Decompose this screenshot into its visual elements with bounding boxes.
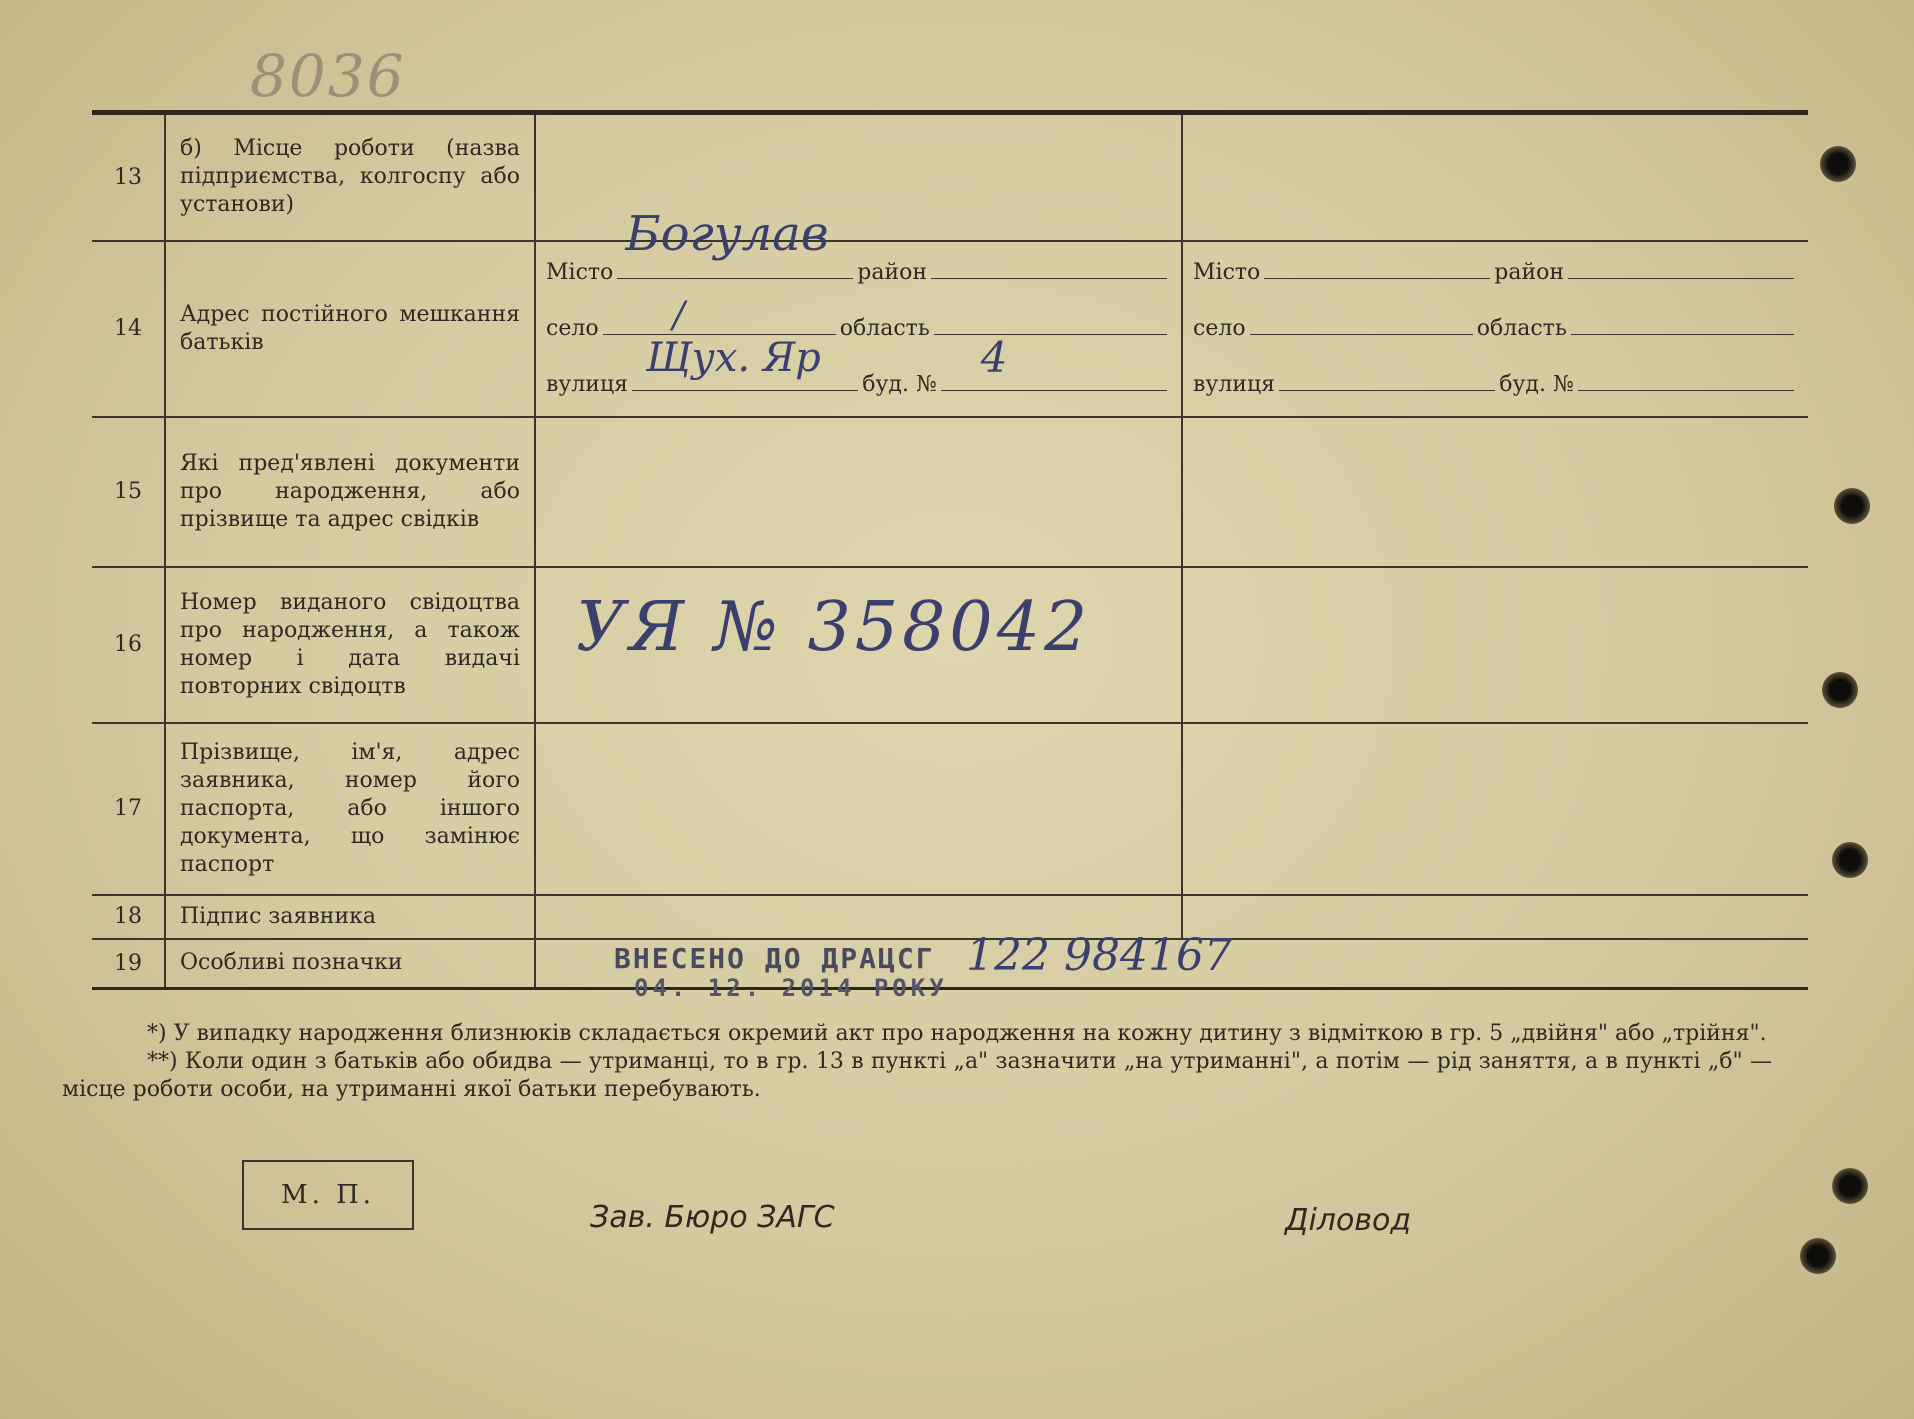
row-label: Особливі позначки (165, 939, 535, 989)
mother-column-cell (535, 723, 1182, 895)
table-row (92, 241, 1808, 417)
binder-hole (1822, 672, 1858, 708)
address-line-village (1193, 301, 1798, 357)
row-label: Прізвище, ім'я, адрес заявника, номер його паспорта, або іншого документа, що замінює паспорт (165, 723, 535, 895)
district-label: район (1494, 259, 1565, 285)
footnote-dependents: **) Коли один з батьків або обидва — утриманці, то в гр. 13 в пункті „а" зазначити „на утриманні", а потім — рід заняття, а в пункті „б" — місце роботи особи, на утриманні якої батьки перебувають. (62, 1049, 1772, 1102)
city-label: Місто (546, 259, 614, 285)
handwritten-city: Богулав (625, 205, 829, 262)
region-field (934, 314, 1167, 335)
clerk-signature-label: Діловод (1285, 1203, 1412, 1238)
village-label: село (546, 315, 599, 341)
city-label: Місто (1193, 259, 1261, 285)
father-column-cell (1182, 113, 1808, 241)
building-field (1578, 370, 1794, 391)
address-line-street (1193, 357, 1798, 413)
city-field (617, 205, 853, 279)
registry-stamp-number: 122 984167 (966, 929, 1232, 981)
row-number: 13 (92, 113, 165, 241)
address-line-street (546, 332, 1171, 413)
street-field (1279, 370, 1495, 391)
binder-hole (1834, 488, 1870, 524)
row-number: 17 (92, 723, 165, 895)
record-form-table (92, 110, 1808, 1002)
row-label: Номер виданого свідоцтва про народження, а також номер і дата видачі повторних свідоцтв (165, 567, 535, 723)
city-field (1264, 258, 1490, 279)
handwritten-village: / (672, 294, 685, 336)
binder-hole (1820, 146, 1856, 182)
row-number: 19 (92, 939, 165, 989)
special-notes-cell (535, 929, 1808, 1002)
row-number: 14 (92, 241, 165, 417)
binder-hole (1800, 1238, 1836, 1274)
father-column-cell (1182, 723, 1808, 895)
table-row (92, 939, 1808, 989)
table-row (92, 417, 1808, 567)
row-label: Підпис заявника (165, 895, 535, 939)
father-column-cell (1182, 567, 1808, 723)
building-label: буд. № (862, 371, 937, 397)
head-signature-label: Зав. Бюро ЗАГС (590, 1200, 835, 1235)
footnotes (62, 1020, 1772, 1104)
seal-label: М. П. (280, 1180, 376, 1210)
row-number: 15 (92, 417, 165, 567)
father-column-cell (1182, 417, 1808, 567)
row-label: Адрес постійного мешкання батьків (165, 241, 535, 417)
handwritten-certificate-number: УЯ № 358042 (576, 587, 1092, 667)
footnote-twins: *) У випадку народження близнюків складається окремий акт про народження на кожну дитину з відміткою в гр. 5 „двійня" або „трійня". (147, 1021, 1767, 1046)
seal-placeholder (242, 1160, 414, 1230)
registry-stamp-date: 04. 12. 2014 РОКУ (634, 973, 948, 1002)
address-line-village (546, 294, 1171, 357)
table-row (92, 567, 1808, 723)
address-column-1 (535, 205, 1182, 417)
address-block (1193, 245, 1798, 413)
handwritten-street: Щух. Яр (646, 334, 821, 381)
address-block (546, 205, 1171, 413)
binder-hole (1832, 842, 1868, 878)
district-field (931, 258, 1167, 279)
region-field (1571, 314, 1794, 335)
row-label: б) Місце роботи (назва підприємства, колгоспу або установи) (165, 113, 535, 241)
street-label: вулиця (546, 371, 628, 397)
building-field (941, 332, 1167, 391)
street-label: вулиця (1193, 371, 1275, 397)
district-label: район (857, 259, 928, 285)
handwritten-building: 4 (980, 332, 1008, 382)
table-row (92, 895, 1808, 939)
father-column-cell (1182, 895, 1808, 939)
table-row (92, 723, 1808, 895)
certificate-cell (535, 567, 1182, 723)
archive-number: 8036 (250, 42, 406, 110)
village-field (1250, 314, 1473, 335)
district-field (1568, 258, 1794, 279)
address-line-city (546, 205, 1171, 301)
mother-column-cell (535, 417, 1182, 567)
village-label: село (1193, 315, 1246, 341)
region-label: область (1476, 315, 1567, 341)
row-number: 16 (92, 567, 165, 723)
row-number: 18 (92, 895, 165, 939)
region-label: область (839, 315, 930, 341)
building-label: буд. № (1499, 371, 1574, 397)
binder-hole (1832, 1168, 1868, 1204)
address-column-2 (1182, 241, 1808, 417)
table-row (92, 113, 1808, 241)
street-field (632, 334, 858, 391)
row-label: Які пред'явлені документи про народження, або прізвище та адрес свідків (165, 417, 535, 567)
registry-stamp-text: ВНЕСЕНО ДО ДРАЦСГ (614, 941, 935, 975)
address-line-city (1193, 245, 1798, 301)
